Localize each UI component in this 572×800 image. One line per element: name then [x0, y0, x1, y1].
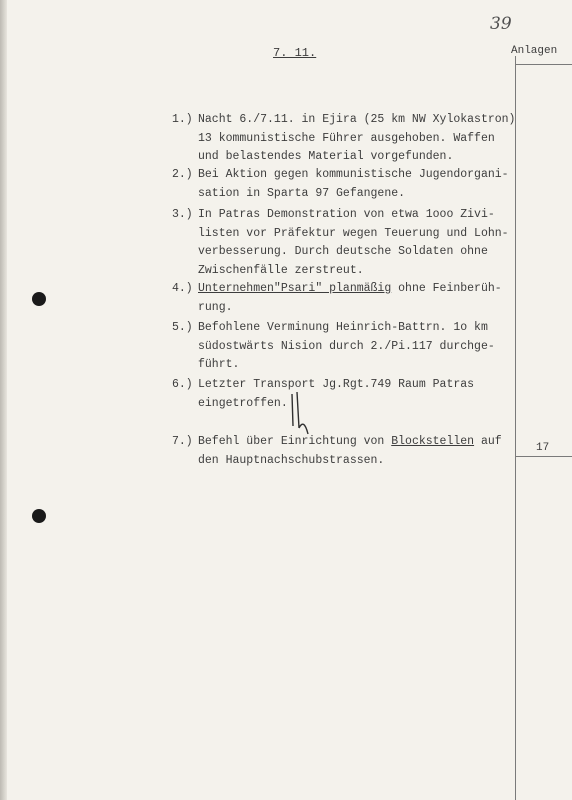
entry-text-line: den Hauptnachschubstrassen. [198, 453, 385, 467]
entry-text-line: und belastendes Material vorgefunden. [198, 150, 454, 163]
entry-text-line: verbesserung. Durch deutsche Soldaten ohne [198, 245, 488, 258]
entry-text-line: sation in Sparta 97 Gefangene. [198, 186, 406, 200]
entry-text-line: führt. [198, 358, 240, 371]
entry-text-line: Befohlene Verminung Heinrich-Battrn. 1o km [198, 321, 488, 334]
entry-6 [172, 376, 524, 413]
entry-number: 3.) [172, 208, 193, 221]
entry-text-line: südostwärts Nision durch 2./Pi.117 durchge- [198, 339, 495, 353]
underlined-operation-name: Unternehmen"Psari" planmäßig [198, 282, 392, 295]
entry-1 [172, 111, 524, 167]
date-heading: 7. 11. [273, 46, 317, 60]
punch-hole-bottom [32, 509, 46, 523]
entry-text-line: eingetroffen. [198, 396, 288, 410]
entry-3 [172, 206, 524, 280]
entry-7 [172, 433, 524, 470]
entry-text-line: Letzter Transport Jg.Rgt.749 Raum Patras [198, 378, 475, 391]
punch-hole-top [32, 292, 46, 306]
entry-number: 6.) [172, 378, 193, 391]
margin-header-label: Anlagen [511, 45, 558, 57]
entry-text-line: Bei Aktion gegen kommunistische Jugendorgani- [198, 168, 509, 181]
entry-number: 2.) [172, 168, 193, 181]
page-left-edge [0, 0, 7, 800]
entry-number: 7.) [172, 435, 193, 448]
entry-number: 1.) [172, 113, 193, 126]
entry-text-line: Zwischenfälle zerstreut. [198, 263, 364, 277]
entry-number: 5.) [172, 321, 193, 334]
margin-header-rule [515, 64, 572, 65]
entry-text-line: rung. [198, 300, 233, 314]
entry-text-line: Befehl über Einrichtung von [198, 435, 392, 448]
underlined-keyword: Blockstellen [391, 435, 475, 448]
entry-text-line: listen vor Präfektur wegen Teuerung und Lohn- [198, 226, 509, 240]
entry-4 [172, 280, 524, 317]
entry-text-line: In Patras Demonstration von etwa 1ooo Zivi- [198, 208, 495, 221]
handwritten-page-number: 39 [490, 14, 512, 34]
entry-number: 4.) [172, 282, 193, 295]
entry-text-line: ohne Feinberüh- [391, 282, 502, 295]
entry-2 [172, 166, 524, 203]
margin-attachment-reference: 17 [536, 442, 550, 454]
handwritten-check-mark [286, 388, 316, 436]
entry-text-line: Nacht 6./7.11. in Ejira (25 km NW Xylokastron) [198, 113, 516, 126]
entry-5 [172, 319, 524, 375]
entry-text-line: 13 kommunistische Führer ausgehoben. Waffen [198, 131, 495, 145]
entry-text-line: auf [474, 435, 502, 448]
